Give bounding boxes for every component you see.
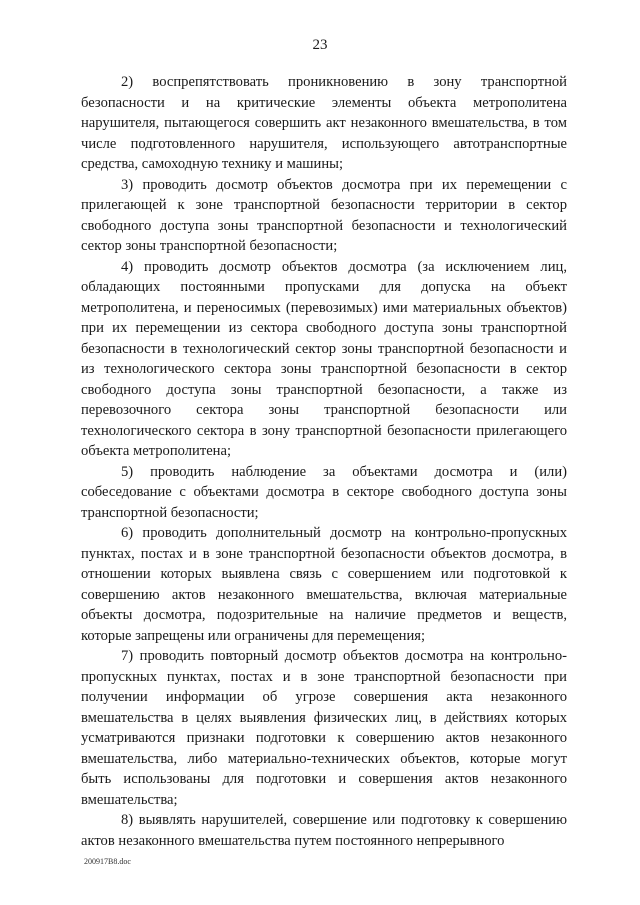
paragraph-item-4: 4) проводить досмотр объектов досмотра (за исключением лиц, обладающих постоянными пропусками для допуска на объект метрополитена, и переносимых (перевозимых) ими материальных объектов) при их перемещении из сектора свободного доступа зоны транспортной безопасности в технологический сектор зоны транспортной безопасности и из технологического сектора зоны транспортной безопасности в сектор свободного доступа зоны транспортной безопасности, а также из перевозочного сектора зоны транспортной безопасности или технологического сектора в зону транспортной безопасности прилегающего объекта метрополитена; xyxy=(81,258,567,459)
paragraph-item-5: 5) проводить наблюдение за объектами досмотра и (или) собеседование с объектами досмотра в секторе свободного доступа зоны транспортной безопасности; xyxy=(81,463,567,521)
document-body xyxy=(81,72,567,851)
page-number: 23 xyxy=(312,37,328,53)
paragraph-item-6: 6) проводить дополнительный досмотр на контрольно-пропускных пунктах, постах и в зоне транспортной безопасности объектов досмотра, в отношении которых выявлена связь с совершением или подготовкой к совершению актов незаконного вмешательства, включая материальные объекты досмотра, подозрительные на наличие предметов и веществ, которые запрещены или ограничены для перемещения; xyxy=(81,525,567,644)
file-name-footer: 200917В8.doc xyxy=(84,857,131,866)
paragraph-item-2: 2) воспрепятствовать проникновению в зону транспортной безопасности и на критические элементы объекта метрополитена нарушителя, пытающегося совершить акт незаконного вмешательства, в том числе подготовленного нарушителя, использующего автотранспортные средства, самоходную технику и машины; xyxy=(81,74,567,172)
paragraph-item-8: 8) выявлять нарушителей, совершение или подготовку к совершению актов незаконного вмешательства путем постоянного непрерывного xyxy=(81,812,567,849)
paragraph-item-3: 3) проводить досмотр объектов досмотра при их перемещении с прилегающей к зоне транспортной безопасности территории в сектор свободного доступа зоны транспортной безопасности и технологический сектор зоны транспортной безопасности; xyxy=(81,176,567,254)
paragraph-item-7: 7) проводить повторный досмотр объектов досмотра на контрольно-пропускных пунктах, постах и в зоне транспортной безопасности при получении информации об угрозе совершения акта незаконного вмешательства в целях выявления физических лиц, в действиях которых усматриваются признаки подготовки к совершению актов незаконного вмешательства, либо материально-технических объектов, которые могут быть использованы для подготовки и совершения актов незаконного вмешательства; xyxy=(81,648,567,808)
